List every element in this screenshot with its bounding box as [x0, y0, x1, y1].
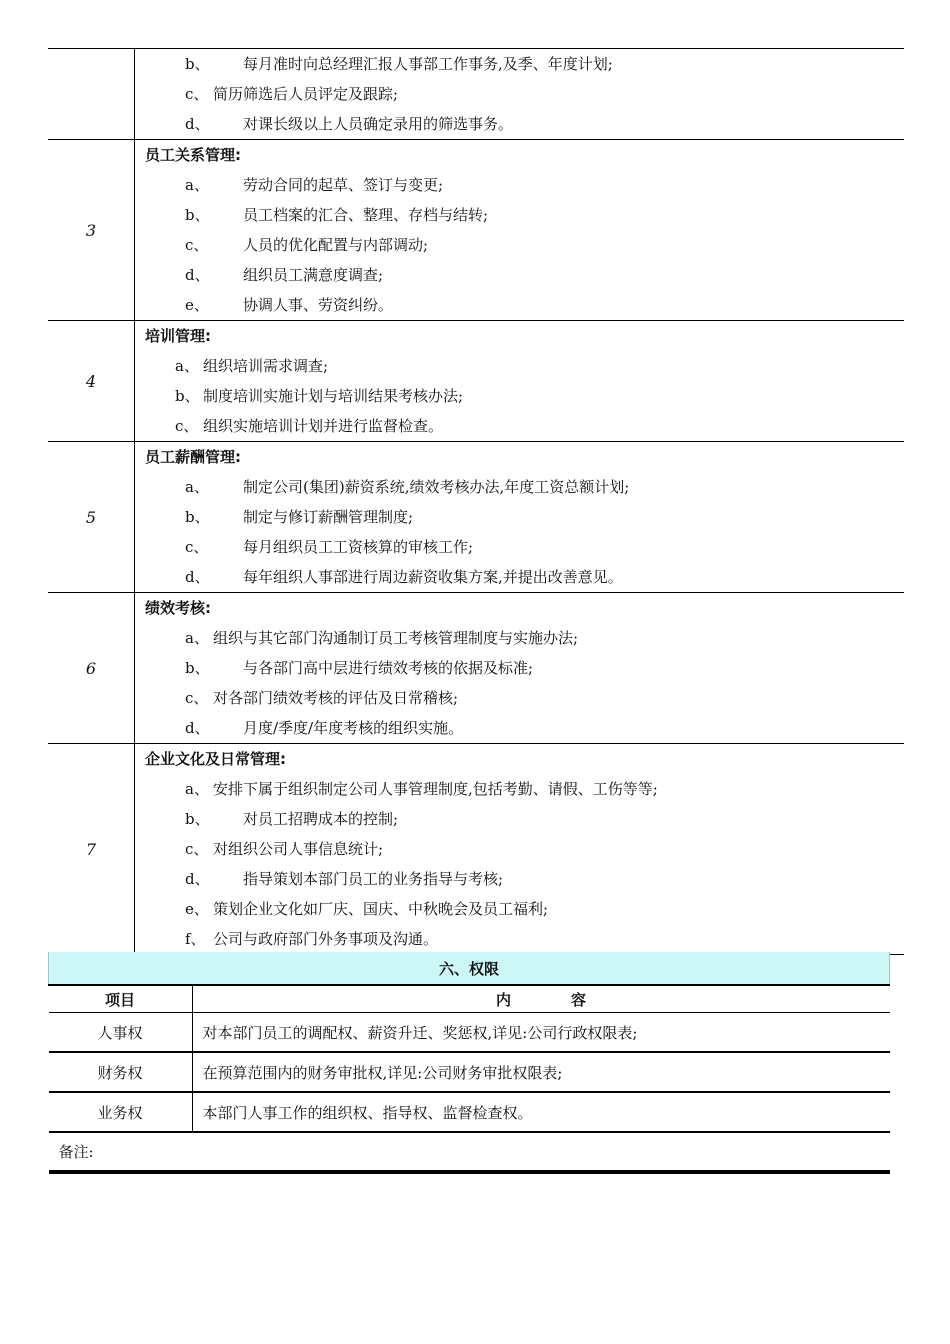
- list-item: c、 人员的优化配置与内部调动;: [185, 236, 429, 254]
- duty-section-7: [48, 744, 904, 955]
- list-item: a、 劳动合同的起草、签订与变更;: [185, 176, 444, 194]
- list-item: e、 策划企业文化如厂庆、国庆、中秋晚会及员工福利;: [185, 900, 549, 918]
- section-heading: 培训管理:: [145, 327, 211, 345]
- duty-section-6: [48, 593, 904, 744]
- duty-section-4: [48, 321, 904, 442]
- section-number: 5: [48, 442, 135, 593]
- list-item: c、 简历筛选后人员评定及跟踪;: [185, 85, 399, 103]
- table-row: [49, 1013, 890, 1053]
- list-item: b、 与各部门高中层进行绩效考核的依据及标准;: [185, 659, 534, 677]
- list-item: b、 每月准时向总经理汇报人事部工作事务,及季、年度计划;: [185, 55, 613, 73]
- list-item: d、 月度/季度/年度考核的组织实施。: [185, 719, 464, 737]
- list-item: d、 对课长级以上人员确定录用的筛选事务。: [185, 115, 514, 133]
- duty-section-2: [48, 49, 904, 140]
- list-item: a、 组织与其它部门沟通制订员工考核管理制度与实施办法;: [185, 629, 579, 647]
- right-item: 财务权: [49, 1052, 193, 1092]
- section-number: 3: [48, 140, 135, 321]
- section-body: [135, 140, 905, 321]
- section-heading: 员工薪酬管理:: [145, 448, 241, 466]
- note-label: 备注:: [49, 1132, 890, 1172]
- section-number: 6: [48, 593, 135, 744]
- right-content: 在预算范围内的财务审批权,详见:公司财务审批权限表;: [192, 1052, 890, 1092]
- list-item: c、 对各部门绩效考核的评估及日常稽核;: [185, 689, 459, 707]
- list-item: c、 每月组织员工工资核算的审核工作;: [185, 538, 474, 556]
- column-header-item: 项目: [49, 985, 193, 1013]
- table-row: [49, 1092, 890, 1132]
- section-number: 7: [48, 744, 135, 955]
- section-body: [135, 593, 905, 744]
- rights-header-row: [49, 985, 890, 1013]
- list-item: b、 制度培训实施计划与培训结果考核办法;: [175, 387, 464, 405]
- section-body: [135, 744, 905, 955]
- duty-section-3: [48, 140, 904, 321]
- list-item: d、 指导策划本部门员工的业务指导与考核;: [185, 870, 504, 888]
- list-item: c、 组织实施培训计划并进行监督检查。: [175, 417, 444, 435]
- rights-title: 六、权限: [49, 952, 890, 985]
- list-item: b、 制定与修订薪酬管理制度;: [185, 508, 414, 526]
- section-heading: 员工关系管理:: [145, 146, 241, 164]
- list-item: d、 每年组织人事部进行周边薪资收集方案,并提出改善意见。: [185, 568, 623, 586]
- section-body: [135, 321, 905, 442]
- right-item: 业务权: [49, 1092, 193, 1132]
- section-heading: 企业文化及日常管理:: [145, 750, 286, 768]
- list-item: d、 组织员工满意度调查;: [185, 266, 384, 284]
- section-number: [48, 49, 135, 140]
- duties-table: [48, 48, 904, 955]
- list-item: a、 安排下属于组织制定公司人事管理制度,包括考勤、请假、工伤等等;: [185, 780, 658, 798]
- list-item: b、 员工档案的汇合、整理、存档与结转;: [185, 206, 489, 224]
- list-item: e、 协调人事、劳资纠纷。: [185, 296, 394, 314]
- note-row: [49, 1132, 890, 1172]
- right-content: 本部门人事工作的组织权、指导权、监督检查权。: [192, 1092, 890, 1132]
- list-item: b、 对员工招聘成本的控制;: [185, 810, 399, 828]
- rights-table: [48, 952, 890, 1174]
- section-body: [135, 442, 905, 593]
- section-heading: 绩效考核:: [145, 599, 211, 617]
- duty-section-5: [48, 442, 904, 593]
- list-item: a、 制定公司(集团)薪资系统,绩效考核办法,年度工资总额计划;: [185, 478, 630, 496]
- right-item: 人事权: [49, 1013, 193, 1053]
- list-item: f、 公司与政府部门外务事项及沟通。: [185, 930, 439, 948]
- list-item: c、 对组织公司人事信息统计;: [185, 840, 384, 858]
- section-body: [135, 49, 905, 140]
- list-item: a、 组织培训需求调查;: [175, 357, 329, 375]
- column-header-content: 内 容: [192, 985, 890, 1013]
- table-row: [49, 1052, 890, 1092]
- right-content: 对本部门员工的调配权、薪资升迁、奖惩权,详见:公司行政权限表;: [192, 1013, 890, 1053]
- section-number: 4: [48, 321, 135, 442]
